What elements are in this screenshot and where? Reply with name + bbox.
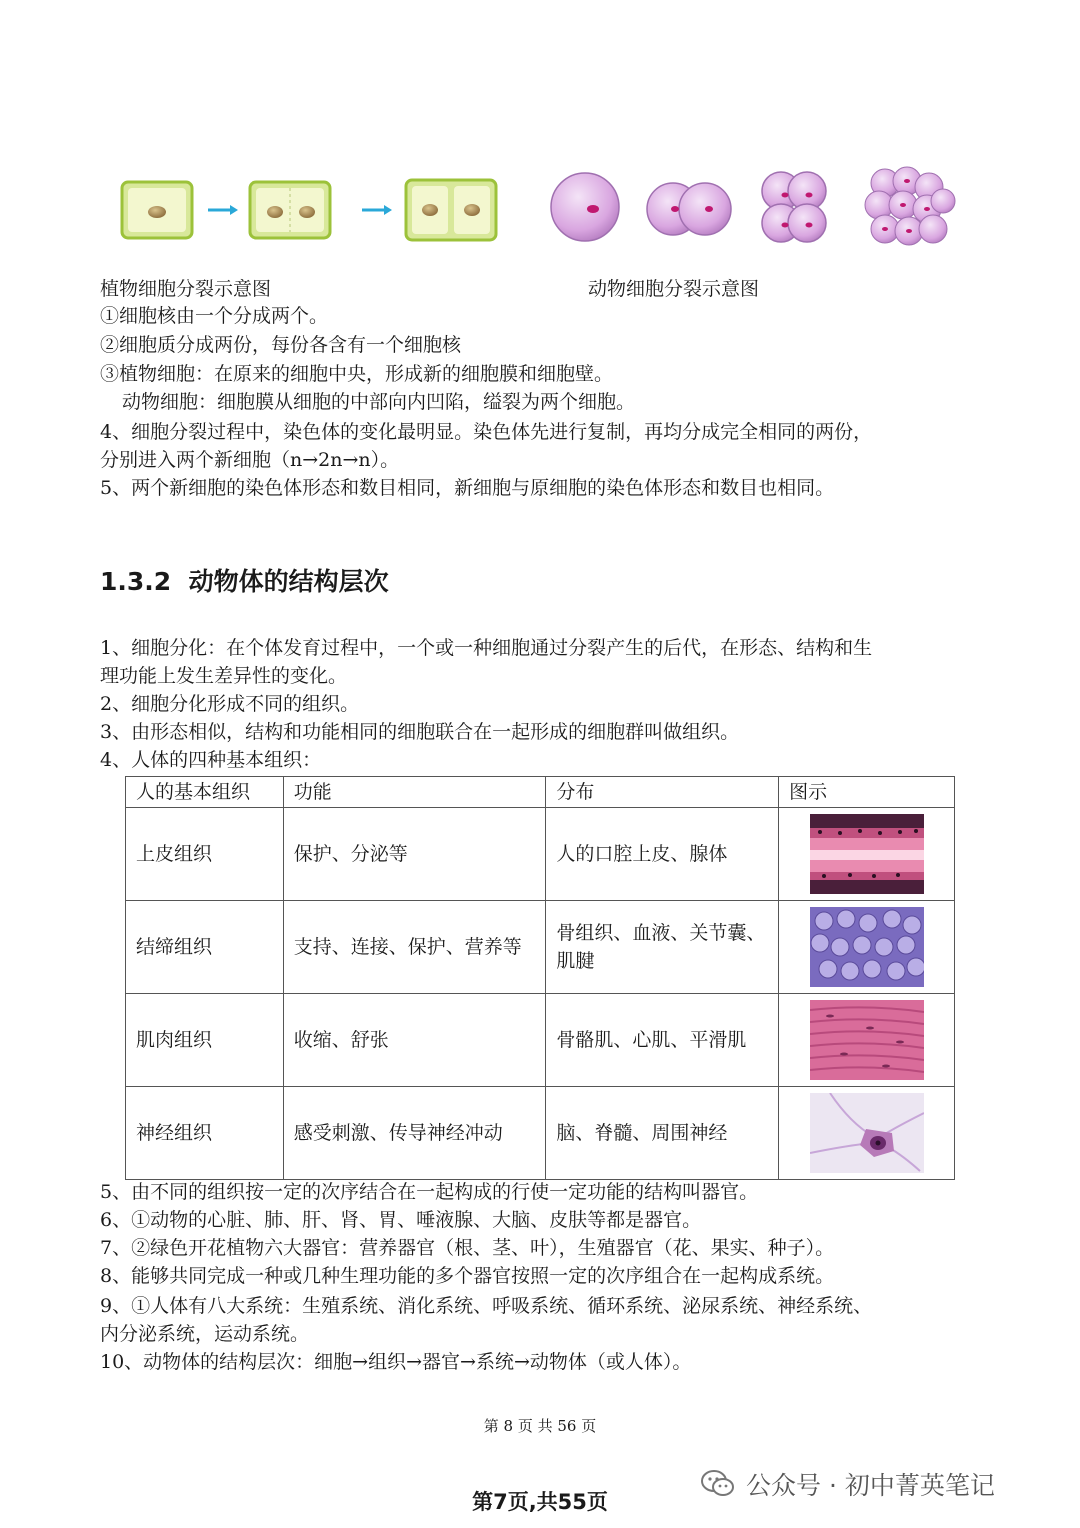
plant-cell-2 bbox=[250, 182, 330, 238]
division-point: ②细胞质分成两份，每份各含有一个细胞核 bbox=[100, 334, 462, 356]
division-point: ①细胞核由一个分成两个。 bbox=[100, 305, 329, 327]
plant-cell-1 bbox=[122, 182, 192, 238]
body-point: 5、由不同的组织按一定的次序结合在一起构成的行使一定功能的结构叫器官。 bbox=[100, 1181, 759, 1203]
body-point: 9、①人体有八大系统：生殖系统、消化系统、呼吸系统、循环系统、泌尿系统、神经系统、 bbox=[100, 1295, 873, 1317]
animal-cell-morula bbox=[865, 167, 955, 245]
section-number: 1.3.2 bbox=[100, 567, 172, 596]
page-indicator: 第 8 页 共 56 页 bbox=[483, 1417, 597, 1435]
column-header: 人的基本组织 bbox=[126, 777, 284, 808]
animal-cell-1 bbox=[551, 173, 619, 241]
tissue-function: 收缩、舒张 bbox=[283, 994, 546, 1087]
table-header-row bbox=[126, 777, 955, 808]
table-row bbox=[126, 901, 955, 994]
division-point: ③植物细胞：在原来的细胞中央，形成新的细胞膜和细胞壁。 bbox=[100, 363, 614, 385]
watermark-text: 公众号 · 初中菁英笔记 bbox=[746, 1471, 995, 1500]
muscle-tissue-image bbox=[810, 1000, 924, 1080]
tissue-image-cell bbox=[779, 1087, 955, 1180]
body-point: 1、细胞分化：在个体发育过程中，一个或一种细胞通过分裂产生的后代，在形态、结构和生 bbox=[100, 637, 873, 659]
tissue-table bbox=[125, 776, 955, 1180]
connective-tissue-image bbox=[810, 907, 924, 987]
plant-cell-division-diagram bbox=[110, 170, 510, 250]
body-point: 3、由形态相似，结构和功能相同的细胞联合在一起形成的细胞群叫做组织。 bbox=[100, 721, 740, 743]
section-heading bbox=[100, 566, 389, 598]
tissue-function: 感受刺激、传导神经冲动 bbox=[283, 1087, 546, 1180]
body-point: 内分泌系统，运动系统。 bbox=[100, 1323, 310, 1345]
tissue-name: 结缔组织 bbox=[126, 901, 284, 994]
tissue-name: 肌肉组织 bbox=[126, 994, 284, 1087]
arrow-icon bbox=[208, 205, 238, 215]
animal-cell-division-diagram bbox=[545, 165, 960, 255]
animal-cell-4 bbox=[762, 172, 826, 242]
body-point: 4、人体的四种基本组织： bbox=[100, 749, 322, 771]
table-row bbox=[126, 994, 955, 1087]
tissue-function: 支持、连接、保护、营养等 bbox=[283, 901, 546, 994]
tissue-distribution: 脑、脊髓、周围神经 bbox=[546, 1087, 779, 1180]
tissue-distribution: 人的口腔上皮、腺体 bbox=[546, 808, 779, 901]
tissue-name: 神经组织 bbox=[126, 1087, 284, 1180]
arrow-icon bbox=[362, 205, 392, 215]
tissue-name: 上皮组织 bbox=[126, 808, 284, 901]
column-header: 图示 bbox=[779, 777, 955, 808]
tissue-function: 保护、分泌等 bbox=[283, 808, 546, 901]
nerve-tissue-image bbox=[810, 1093, 924, 1173]
tissue-distribution: 骨骼肌、心肌、平滑肌 bbox=[546, 994, 779, 1087]
body-point: 2、细胞分化形成不同的组织。 bbox=[100, 693, 360, 715]
division-point: 4、细胞分裂过程中，染色体的变化最明显。染色体先进行复制，再均分成完全相同的两份， bbox=[100, 421, 873, 443]
plant-division-caption: 植物细胞分裂示意图 bbox=[100, 278, 272, 300]
body-point: 10、动物体的结构层次：细胞→组织→器官→系统→动物体（或人体）。 bbox=[100, 1351, 692, 1373]
body-point: 6、①动物的心脏、肺、肝、肾、胃、唾液腺、大脑、皮肤等都是器官。 bbox=[100, 1209, 702, 1231]
animal-cell-2 bbox=[647, 183, 731, 235]
page-total-indicator: 第7页,共55页 bbox=[472, 1490, 608, 1514]
plant-cell-3 bbox=[406, 180, 496, 240]
division-point: 5、两个新细胞的染色体形态和数目相同，新细胞与原细胞的染色体形态和数目也相同。 bbox=[100, 477, 835, 499]
table-row bbox=[126, 808, 955, 901]
tissue-image-cell bbox=[779, 901, 955, 994]
body-point: 8、能够共同完成一种或几种生理功能的多个器官按照一定的次序组合在一起构成系统。 bbox=[100, 1265, 835, 1287]
tissue-distribution: 骨组织、血液、关节囊、肌腱 bbox=[546, 901, 779, 994]
column-header: 功能 bbox=[283, 777, 546, 808]
tissue-image-cell bbox=[779, 994, 955, 1087]
body-point: 理功能上发生差异性的变化。 bbox=[100, 665, 348, 687]
division-point: 分别进入两个新细胞（n→2n→n）。 bbox=[100, 449, 400, 471]
table-row bbox=[126, 1087, 955, 1180]
epithelial-tissue-image bbox=[810, 814, 924, 894]
tissue-image-cell bbox=[779, 808, 955, 901]
body-point: 7、②绿色开花植物六大器官：营养器官（根、茎、叶），生殖器官（花、果实、种子）。 bbox=[100, 1237, 835, 1259]
animal-division-caption: 动物细胞分裂示意图 bbox=[588, 278, 760, 300]
division-point: 动物细胞：细胞膜从细胞的中部向内凹陷，缢裂为两个细胞。 bbox=[122, 391, 636, 413]
section-title: 动物体的结构层次 bbox=[188, 567, 389, 596]
column-header: 分布 bbox=[546, 777, 779, 808]
